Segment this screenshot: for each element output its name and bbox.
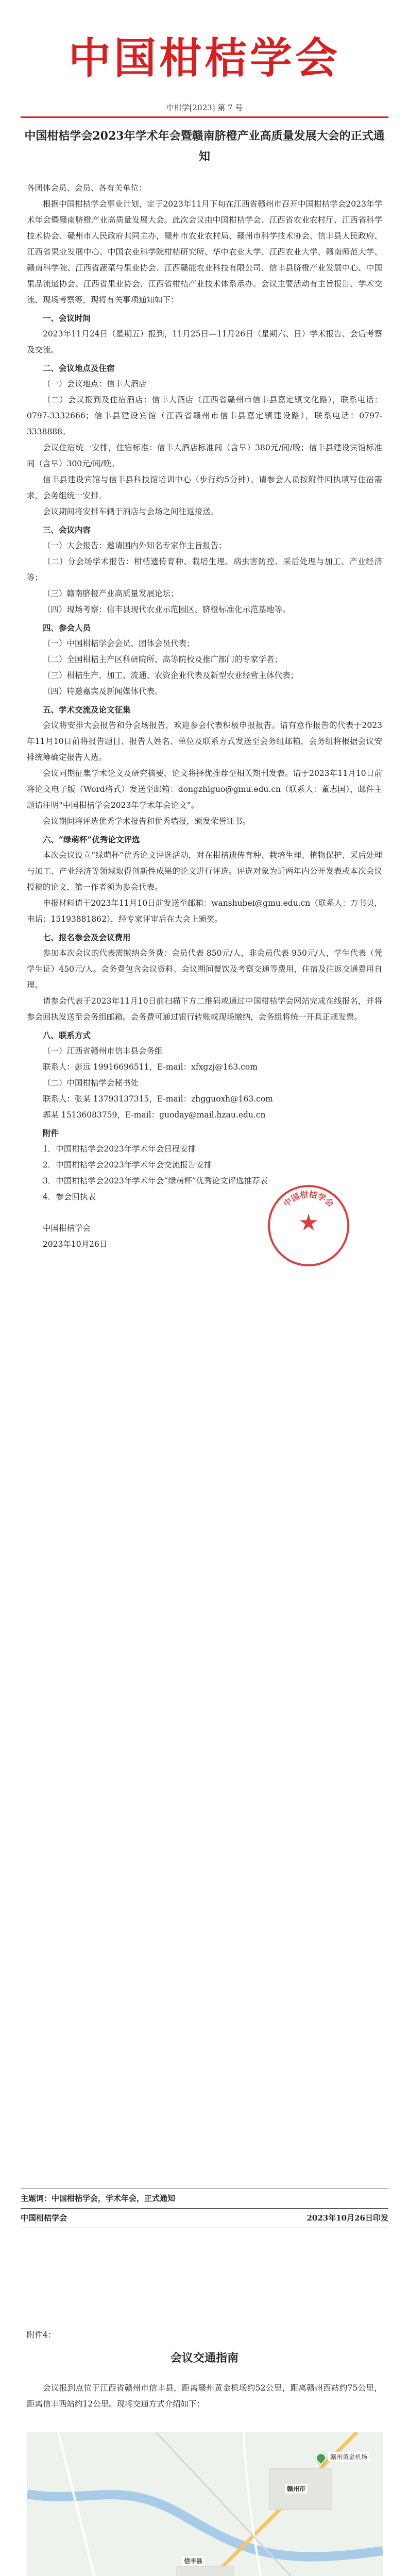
section-heading: 六、“绿萌杯”优秀论文评选 <box>43 835 140 844</box>
section-heading: 二、会议地点及住宿 <box>43 363 115 373</box>
county-label: 信丰县 <box>182 2556 204 2566</box>
section-heading: 七、报名参会及会议费用 <box>43 933 131 942</box>
section-paragraph: （一）江西省赣州市信丰县会务组 <box>43 1046 163 1056</box>
section-paragraph: （四）特邀嘉宾及新闻媒体代表。 <box>43 687 163 696</box>
section-paragraph: （三）柑桔生产、加工、流通、农资企业代表及新型农业经营主体代表； <box>43 671 299 680</box>
section-paragraph: 请参会代表于2023年11月10日前扫描下方二维码或通过中国柑桔学会网站完成在线报名，并将参会回执发送至会务组邮箱。会务费可通过银行转账或现场缴纳，会务组将统一开具正规发票。 <box>27 996 382 1022</box>
section-paragraph: 信丰县建设宾馆与信丰县科技馆培训中心（步行约5分钟）。请参会人员按附件回执填写住宿需求，会务组统一安排。 <box>27 475 382 500</box>
section-paragraph: 联系人：张某 13793137315，E-mail：zhgguoxh@163.com <box>43 1094 273 1104</box>
notice-title: 中国柑桔学会2023年学术年会暨赣南脐橙产业高质量发展大会的正式通知 <box>24 129 385 163</box>
section-paragraph: 会议将安排大会报告和分会场报告，欢迎参会代表积极申报报告。请有意作报告的代表于2023年11月10日前将报告题目、报告人姓名、单位及联系方式发送至会务组邮箱，会务组将根据会议安排统筹确定报告人选。 <box>27 721 382 762</box>
section-heading: 附件 <box>43 1128 59 1138</box>
section-paragraph: （一）大会报告：邀请国内外知名专家作主旨报告； <box>43 541 227 550</box>
official-seal: 中国柑桔学会 ★ <box>268 1185 349 1266</box>
salutation: 各团体会员、会员、各有关单位： <box>27 183 147 193</box>
signature-org: 中国柑桔学会 <box>43 1224 91 1233</box>
red-divider <box>21 116 388 118</box>
traffic-intro <box>27 2380 382 2412</box>
section-paragraph: （四）现场考察：信丰县现代农业示范园区、脐橙标准化示范基地等。 <box>43 605 291 614</box>
svg-text:中国柑桔学会 <box>281 1190 335 1209</box>
section-heading: 一、会议时间 <box>43 313 91 323</box>
section-heading: 八、联系方式 <box>43 1030 91 1040</box>
traffic-map[interactable] <box>27 2432 383 2576</box>
section-paragraph: 会议同期征集学术论文及研究摘要，论文将择优推荐至相关期刊发表。请于2023年11月10日前将论文电子版（Word格式）发送至邮箱：dongzhiguo@gmu.edu.cn（联系人：董志国），邮件主题请注明“中国柑桔学会2023年学术年会论文”。 <box>27 769 382 810</box>
document-number: 中柑学[2023] 第 7 号 <box>166 103 243 112</box>
footer-issuer: 中国柑桔学会 <box>21 2213 67 2223</box>
section-paragraph: 参加本次会议的代表需缴纳会务费：会员代表 850元/人，非会员代表 950元/人，学生代表（凭学生证）450元/人。会务费包含会议资料、会议期间餐饮及考察交通等费用，住宿及往返交通费用自理。 <box>27 948 382 990</box>
section-paragraph: （二）中国柑桔学会秘书处 <box>43 1078 139 1088</box>
section-paragraph: 2023年11月24日（星期五）报到，11月25日—11月26日（星期六、日）学术报告、会后考察及交流。 <box>27 329 382 354</box>
footer-mid-line <box>21 2208 388 2209</box>
section-heading: 四、参会人员 <box>43 623 91 633</box>
seal-text: 中国柑桔学会 <box>281 1189 336 1209</box>
intro-paragraph: 根据中国柑桔学会事业计划，定于2023年11月下旬在江西省赣州市召开中国柑桔学会2023年学术年会暨赣南脐橙产业高质量发展大会。此次会议由中国柑桔学会、江西省农业农村厅、江西省科学技术协会、赣州市人民政府共同主办，赣州市农业农村局、赣州市科学技术协会、信丰县人民政府、江西省果业发展中心、中国农业科学院柑桔研究所、华中农业大学、江西农业大学、赣南师范大学、赣南科学院、江西省蔬菜与果业协会、江西赣能农业科技有限公司、信丰县脐橙产业发展中心、中国果品流通协会、江西省果业协会、江西省柑桔产业技术体系承办。会议主要活动有主旨报告、学术交流、现场考察等，现将有关事项通知如下： <box>27 199 382 304</box>
city-label: 赣州市 <box>285 2484 308 2494</box>
section-paragraph: 本次会议设立“绿萌杯”优秀论文评选活动，对在柑桔遗传育种、栽培生理、植物保护、采后处理与加工、产业经济等领域取得创新性成果的论文进行评选。评选对象为近两年内公开发表或本次会议投稿的论文，第一作者须为参会代表。 <box>27 851 382 892</box>
section-paragraph: 会议住宿统一安排，住宿标准：信丰大酒店标准间（含早）380元/间/晚；信丰县建设宾馆标准间（含早）300元/间/晚。 <box>27 443 382 468</box>
section-paragraph: 郭某 15136083759，E-mail：guoday@mail.hzau.edu.cn <box>43 1110 266 1120</box>
section-paragraph: 会议期间将评选优秀学术报告和优秀墙报，颁发荣誉证书。 <box>43 817 251 826</box>
attachment-title: 会议交通指南 <box>170 2351 238 2365</box>
section-paragraph: 3．中国柑桔学会2023年学术年会“绿萌杯”优秀论文评选推荐表 <box>43 1176 268 1185</box>
section-paragraph: （一）会议地点：信丰大酒店 <box>43 379 147 388</box>
section-paragraph: 2．中国柑桔学会2023年学术年会交流报告安排 <box>43 1160 212 1170</box>
airport-label: 赣州黄金机场 <box>328 2452 369 2462</box>
attachment-label: 附件4： <box>27 2330 56 2340</box>
traffic-intro-text: 会议报到点位于江西省赣州市信丰县，距离赣州黄金机场约52公里，距离赣州西站约75公里，距离信丰西站约12公里。现将交通方式介绍如下： <box>27 2383 382 2409</box>
section-paragraph: （一）中国柑桔学会会员、团体会员代表； <box>43 639 195 648</box>
footer-issue-date: 2023年10月26日印发 <box>306 2213 388 2223</box>
masthead-title: 中国柑桔学会 <box>68 35 340 82</box>
section-paragraph: 1．中国柑桔学会2023年学术年会日程安排 <box>43 1144 196 1154</box>
section-paragraph: （二）全国柑桔主产区科研院所、高等院校及推广部门的专家学者； <box>43 655 283 664</box>
notice-body <box>27 180 382 1252</box>
section-paragraph: 申报材料请于2023年11月10日前发送至邮箱：wanshubei@gmu.edu.cn（联系人：万书贝，电话：15193881862），经专家评审后在大会上颁奖。 <box>27 899 382 924</box>
topic-words: 主题词：中国柑桔学会，学术年会，正式通知 <box>21 2194 176 2203</box>
section-paragraph: （三）赣南脐橙产业高质量发展论坛； <box>43 589 179 598</box>
section-heading: 三、会议内容 <box>43 525 91 535</box>
sections-container <box>27 310 382 1205</box>
section-paragraph: （二）分会场学术报告：柑桔遗传育种、栽培生理、病虫害防控、采后处理与加工、产业经济等； <box>27 557 382 582</box>
signature-date: 2023年10月26日 <box>43 1240 108 1249</box>
section-paragraph: （二）会议报到及住宿酒店：信丰大酒店（江西省赣州市信丰县嘉定镇文化路），联系电话：0797-3332666；信丰县建设宾馆（江西省赣州市信丰县嘉定镇建设路），联系电话：0797-3338888。 <box>27 395 382 436</box>
section-heading: 五、学术交流及论文征集 <box>43 705 131 715</box>
section-paragraph: 会议期间将安排车辆于酒店与会场之间往返接送。 <box>43 507 219 516</box>
section-paragraph: 4．参会回执表 <box>43 1192 96 1201</box>
section-paragraph: 联系人：彭远 19916696511，E-mail：xfxgzj@163.com <box>43 1062 258 1072</box>
